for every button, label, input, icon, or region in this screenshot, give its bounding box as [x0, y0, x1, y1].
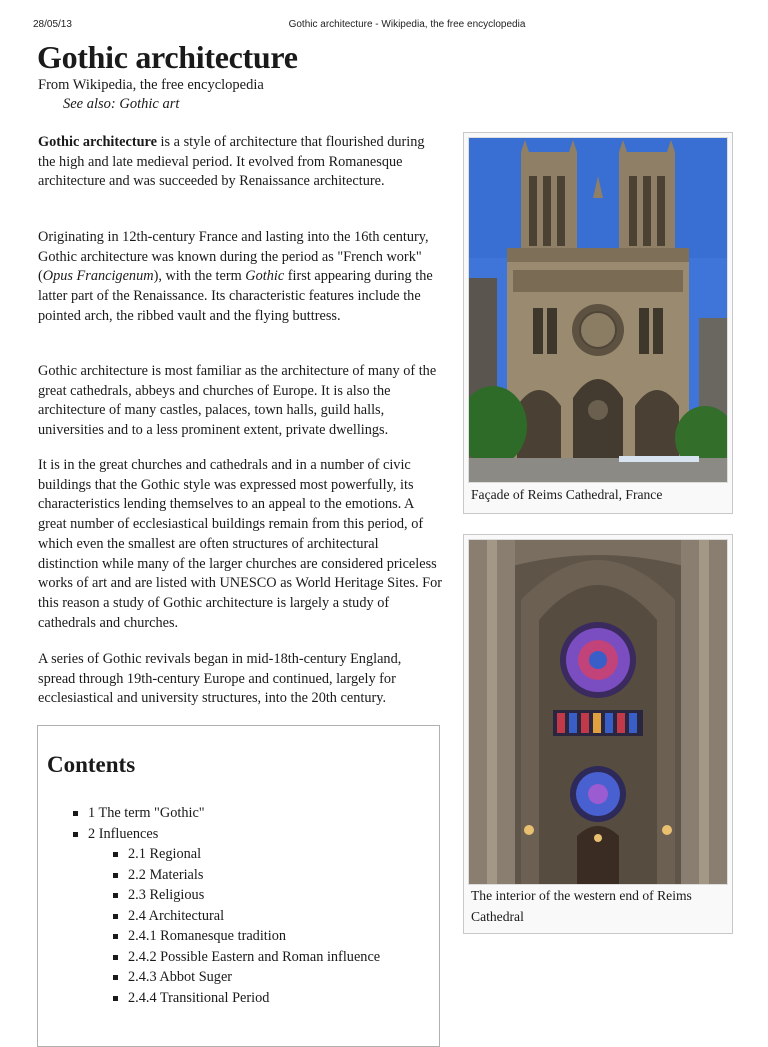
toc-subitem[interactable]: 2.1 Regional: [128, 844, 428, 865]
print-date: 28/05/13: [33, 19, 72, 30]
p2-text-a: Originating in 12th-century France and lasting into the 16th century, Gothic architecture was known during the period as "French work" (: [38, 229, 429, 285]
toc-subsubitem[interactable]: 2.4.4 Transitional Period: [128, 988, 428, 1009]
figure-interior: [463, 534, 733, 934]
p4-text: It is in the great churches and cathedrals and in a number of civic buildings that the Gothic style was expressed most powerfully, its characteristics lending themselves to an appeal to the emotions. A great number of ecclesiastical buildings remain from this period, of which even the smallest are often structures of architectural distinction while many of the larger churches are considered priceless works of art and are listed with UNESCO as World Heritage Sites. For this reason a study of Gothic architecture is largely a study of cathedrals and churches.: [38, 457, 442, 631]
reims-interior-image[interactable]: [468, 539, 728, 885]
p3-text: Gothic architecture is most familiar as the architecture of many of the great cathedrals, abbeys and churches of Europe. It is also the architecture of many castles, palaces, town halls, guild halls, universities and to a less prominent extent, private dwellings.: [38, 363, 437, 439]
p2-italic-gothic: Gothic: [245, 268, 285, 285]
p2-italic-opus: Opus Francigenum: [42, 268, 154, 285]
toc-subitem[interactable]: 2.4 Architectural: [128, 906, 428, 927]
intro-paragraph-1: [38, 133, 442, 192]
p2-text-c: first appearing during the latter part of the Renaissance. Its characteristic features include the pointed arch, the ribbed vault and the flying buttress.: [38, 268, 433, 324]
intro-paragraph-5: [38, 650, 442, 709]
toc-list: [88, 803, 428, 1008]
see-also-prefix: See also:: [63, 96, 120, 112]
print-page-title: Gothic architecture - Wikipedia, the free encyclopedia: [288, 19, 526, 30]
lead-term: Gothic architecture: [38, 134, 157, 150]
print-header: [0, 19, 768, 33]
toc-subsubitem[interactable]: 2.4.2 Possible Eastern and Roman influence: [128, 947, 428, 968]
table-of-contents: [37, 725, 440, 1047]
page-title: Gothic architecture: [37, 39, 298, 75]
toc-subsubitem[interactable]: 2.4.1 Romanesque tradition: [128, 926, 428, 947]
toc-item[interactable]: 2 Influences: [88, 824, 428, 845]
toc-title: Contents: [47, 752, 136, 777]
intro-paragraph-2: [38, 228, 442, 327]
intro-paragraph-3: [38, 362, 442, 441]
p5-text: A series of Gothic revivals began in mid-18th-century England, spread through 19th-century Europe and continued, largely for ecclesiastical and university structures, into the 20th century.: [38, 651, 402, 707]
hatnote-see-also: [63, 96, 179, 113]
site-subtitle: From Wikipedia, the free encyclopedia: [38, 77, 264, 93]
intro-paragraph-4: [38, 456, 442, 633]
see-also-link[interactable]: Gothic art: [119, 96, 180, 112]
reims-facade-image[interactable]: [468, 137, 728, 483]
toc-subsubitem[interactable]: 2.4.3 Abbot Suger: [128, 967, 428, 988]
figure-caption: Façade of Reims Cathedral, France: [471, 487, 663, 502]
toc-subitem[interactable]: 2.2 Materials: [128, 865, 428, 886]
figure-facade: [463, 132, 733, 514]
p1-text: is a style of architecture that flourished during the high and late medieval period. It evolved from Romanesque architecture and was succeeded by Renaissance architecture.: [38, 134, 425, 190]
toc-subitem[interactable]: 2.3 Religious: [128, 885, 428, 906]
p2-text-b: ), with the term: [153, 268, 246, 285]
toc-item[interactable]: 1 The term "Gothic": [88, 803, 428, 824]
figure-caption: The interior of the western end of Reims Cathedral: [471, 888, 692, 924]
